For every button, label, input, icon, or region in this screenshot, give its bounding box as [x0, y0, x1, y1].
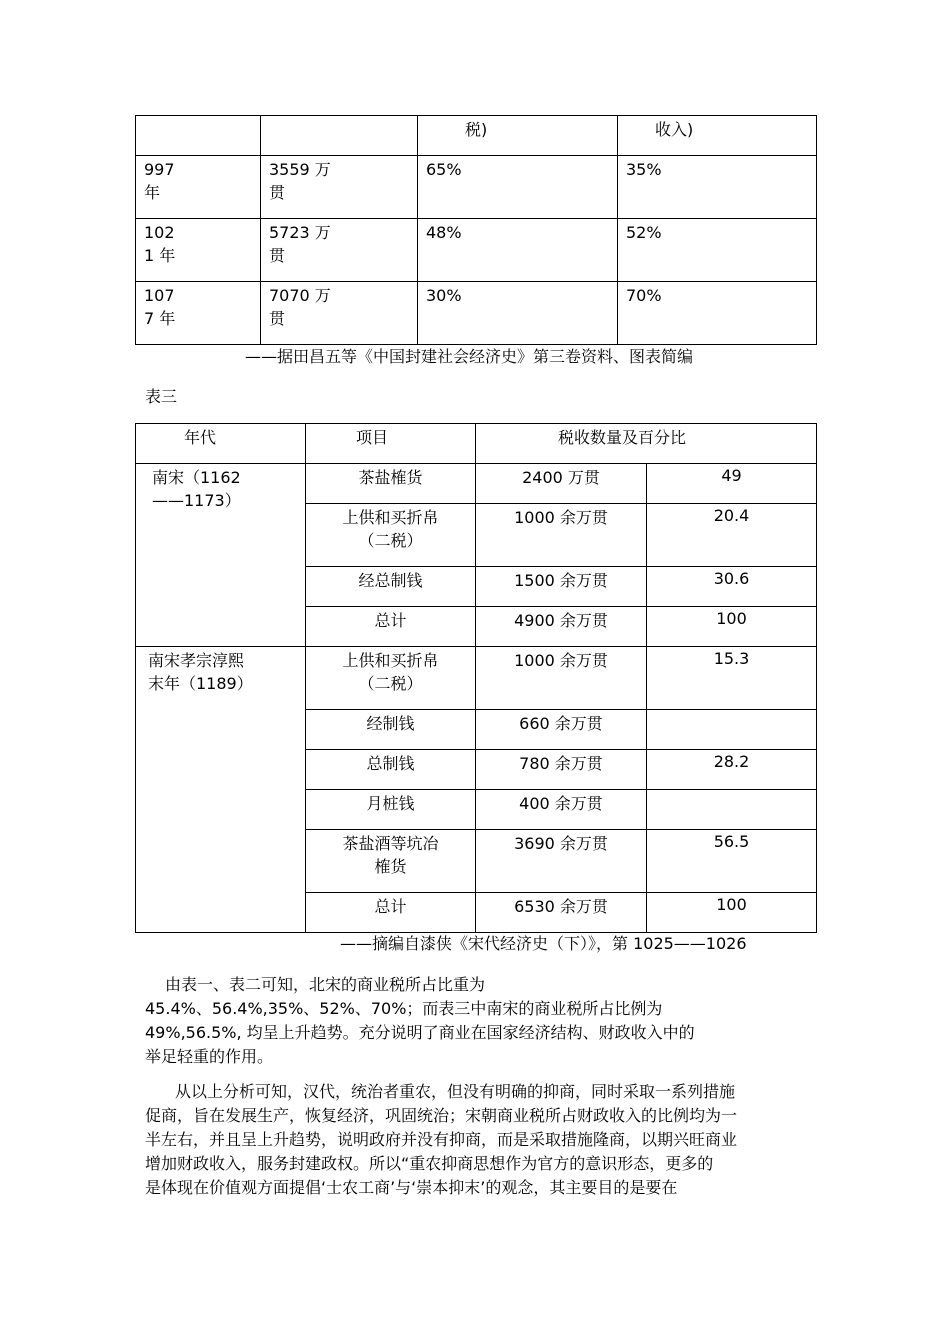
era-cell: 南宋孝宗淳熙 末年（1189） [136, 647, 306, 933]
total-cell: 7070 万 贯 [261, 282, 418, 345]
total-cell: 3559 万 贯 [261, 156, 418, 219]
amount-cell: 6530 余万贯 [476, 893, 647, 933]
table-three [135, 423, 817, 933]
item-cell: 经总制钱 [306, 567, 476, 607]
amount-cell: 1500 余万贯 [476, 567, 647, 607]
table-header-row [136, 116, 817, 156]
paragraph-line: 49%,56.5%, 均呈上升趋势。充分说明了商业在国家经济结构、财政收入中的 [145, 1023, 695, 1042]
item-cell: 茶盐榷货 [306, 464, 476, 504]
amount-cell: 1000 余万贯 [476, 647, 647, 710]
amount-cell: 400 余万贯 [476, 790, 647, 830]
percent-cell [647, 710, 817, 750]
item-cell: 茶盐酒等坑冶 榷货 [306, 830, 476, 893]
year-cell: 107 7 年 [136, 282, 261, 345]
header-amount: 税收数量及百分比 [476, 424, 817, 464]
percent-cell: 56.5 [647, 830, 817, 893]
paragraph-two [145, 1080, 785, 1200]
amount-cell: 4900 余万贯 [476, 607, 647, 647]
amount-cell: 3690 余万贯 [476, 830, 647, 893]
paragraph-line: 促商，旨在发展生产，恢复经济，巩固统治；宋朝商业税所占财政收入的比例均为一 [145, 1106, 738, 1125]
value-cell: 65% [418, 156, 618, 219]
item-cell: 上供和买折帛 （二税） [306, 647, 476, 710]
header-cell [136, 116, 261, 156]
total-cell: 5723 万 贯 [261, 219, 418, 282]
item-cell: 总计 [306, 893, 476, 933]
table-three-label: 表三 [145, 387, 178, 406]
item-cell: 总制钱 [306, 750, 476, 790]
percent-cell: 15.3 [647, 647, 817, 710]
amount-cell: 1000 余万贯 [476, 504, 647, 567]
table-row [136, 464, 817, 504]
value-cell: 48% [418, 219, 618, 282]
paragraph-line: 增加财政收入，服务封建政权。所以“重农抑商思想作为官方的意识形态，更多的 [145, 1154, 714, 1173]
table-two [135, 115, 817, 345]
table-row [136, 156, 817, 219]
item-cell: 总计 [306, 607, 476, 647]
table-three-source: ——摘编自漆侠《宋代经济史（下）》，第 1025——1026 [340, 934, 747, 953]
value-cell: 30% [418, 282, 618, 345]
year-cell: 102 1 年 [136, 219, 261, 282]
amount-cell: 780 余万贯 [476, 750, 647, 790]
value-cell: 52% [618, 219, 817, 282]
item-cell: 月桩钱 [306, 790, 476, 830]
item-cell: 上供和买折帛 （二税） [306, 504, 476, 567]
paragraph-line: 从以上分析可知，汉代，统治者重农，但没有明确的抑商，同时采取一系列措施 [175, 1082, 736, 1101]
paragraph-line: 举足轻重的作用。 [145, 1047, 274, 1066]
percent-cell: 20.4 [647, 504, 817, 567]
header-cell [261, 116, 418, 156]
paragraph-line: 由表一、表二可知，北宋的商业税所占比重为 [165, 975, 486, 994]
paragraph-one [145, 973, 785, 1069]
table-two-source: ——据田昌五等《中国封建社会经济史》第三卷资料、图表简编 [245, 347, 694, 366]
item-cell: 经制钱 [306, 710, 476, 750]
percent-cell [647, 790, 817, 830]
table-header-row [136, 424, 817, 464]
table-row [136, 282, 817, 345]
percent-cell: 100 [647, 607, 817, 647]
header-item: 项目 [306, 424, 476, 464]
value-cell: 70% [618, 282, 817, 345]
paragraph-line: 半左右，并且呈上升趋势，说明政府并没有抑商，而是采取措施隆商，以期兴旺商业 [145, 1130, 738, 1149]
header-era: 年代 [136, 424, 306, 464]
paragraph-line: 45.4%、56.4%,35%、52%、70%；而表三中南宋的商业税所占比例为 [145, 999, 663, 1018]
amount-cell: 660 余万贯 [476, 710, 647, 750]
paragraph-line: 是体现在价值观方面提倡‘士农工商’与‘崇本抑末’的观念，其主要目的是要在 [145, 1178, 678, 1197]
era-cell: 南宋（1162 ——1173） [136, 464, 306, 647]
amount-cell: 2400 万贯 [476, 464, 647, 504]
year-cell: 997 年 [136, 156, 261, 219]
header-cell: 收入) [618, 116, 817, 156]
percent-cell: 100 [647, 893, 817, 933]
table-row [136, 219, 817, 282]
percent-cell: 30.6 [647, 567, 817, 607]
table-row [136, 647, 817, 710]
percent-cell: 49 [647, 464, 817, 504]
percent-cell: 28.2 [647, 750, 817, 790]
value-cell: 35% [618, 156, 817, 219]
header-cell: 税) [418, 116, 618, 156]
